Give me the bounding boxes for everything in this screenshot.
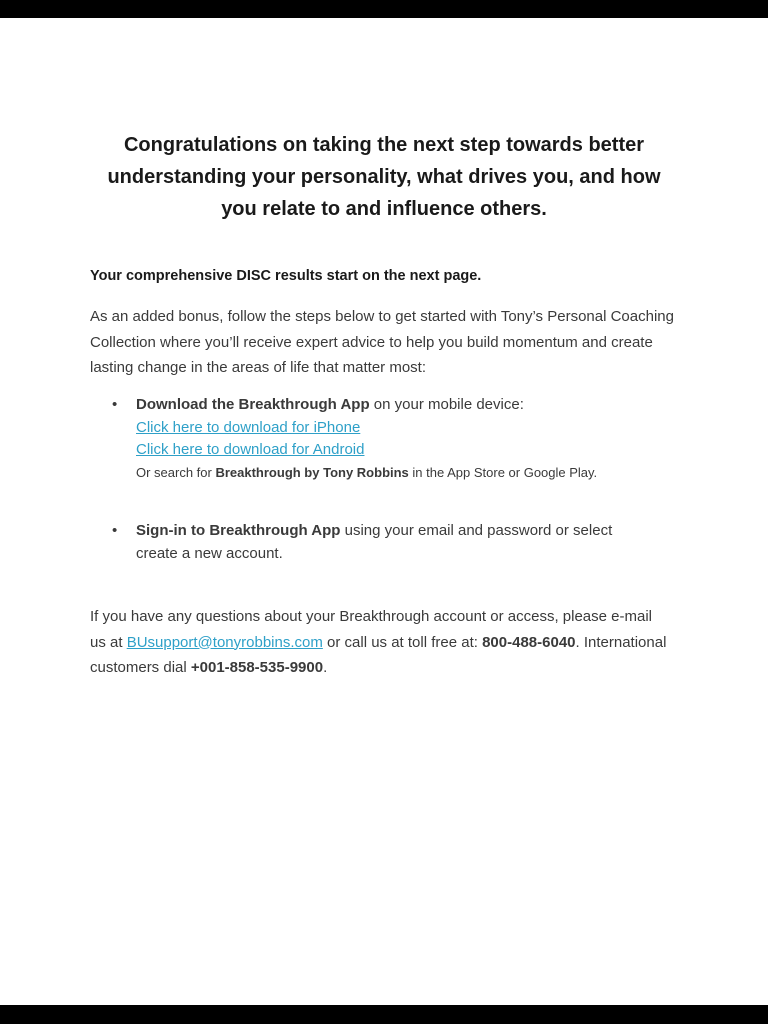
download-app-text: on your mobile device: xyxy=(369,396,524,413)
intro-paragraph: As an added bonus, follow the steps below to get started with Tony’s Personal Coaching Collection where you’ll receive expert advice to help you build momentum and create lasting change in the areas of life that matter most: xyxy=(90,308,674,376)
bullet-download-body xyxy=(136,394,656,484)
download-iphone-link[interactable]: Click here to download for iPhone xyxy=(136,418,361,436)
page-heading: Congratulations on taking the next step towards better understanding your personality, what drives you, and how you relate to and influence others. xyxy=(107,134,661,220)
contact-text-2: or call us at toll free at: xyxy=(322,633,483,651)
document-page xyxy=(0,18,768,1005)
search-hint xyxy=(136,462,656,484)
sign-in-label: Sign-in to Breakthrough App xyxy=(136,522,341,539)
international-phone: +001-858-535-9900 xyxy=(190,659,324,676)
bullet-sign-in-body xyxy=(136,520,656,565)
bullet-icon: • xyxy=(112,522,118,539)
toll-free-phone: 800-488-6040 xyxy=(482,633,576,651)
contact-text-4: . xyxy=(323,659,328,676)
search-hint-prefix: Or search for xyxy=(136,464,216,480)
search-hint-suffix: in the App Store or Google Play. xyxy=(408,464,598,480)
sign-in-text: using your email and password or select create a new account. xyxy=(136,522,613,562)
contact-text-1: If you have any questions about your Breakthrough account or access, please e-mail us at xyxy=(90,608,652,651)
contact-text-3: . International customers dial xyxy=(90,633,667,676)
search-hint-app-name: Breakthrough by Tony Robbins xyxy=(215,464,409,480)
contact-paragraph xyxy=(90,604,670,681)
results-note: Your comprehensive DISC results start on the next page. xyxy=(90,268,482,284)
bullet-icon: • xyxy=(112,396,118,413)
download-app-label: Download the Breakthrough App xyxy=(136,396,370,413)
support-email-link[interactable]: BUsupport@tonyrobbins.com xyxy=(126,633,323,651)
download-android-link[interactable]: Click here to download for Android xyxy=(136,441,365,458)
